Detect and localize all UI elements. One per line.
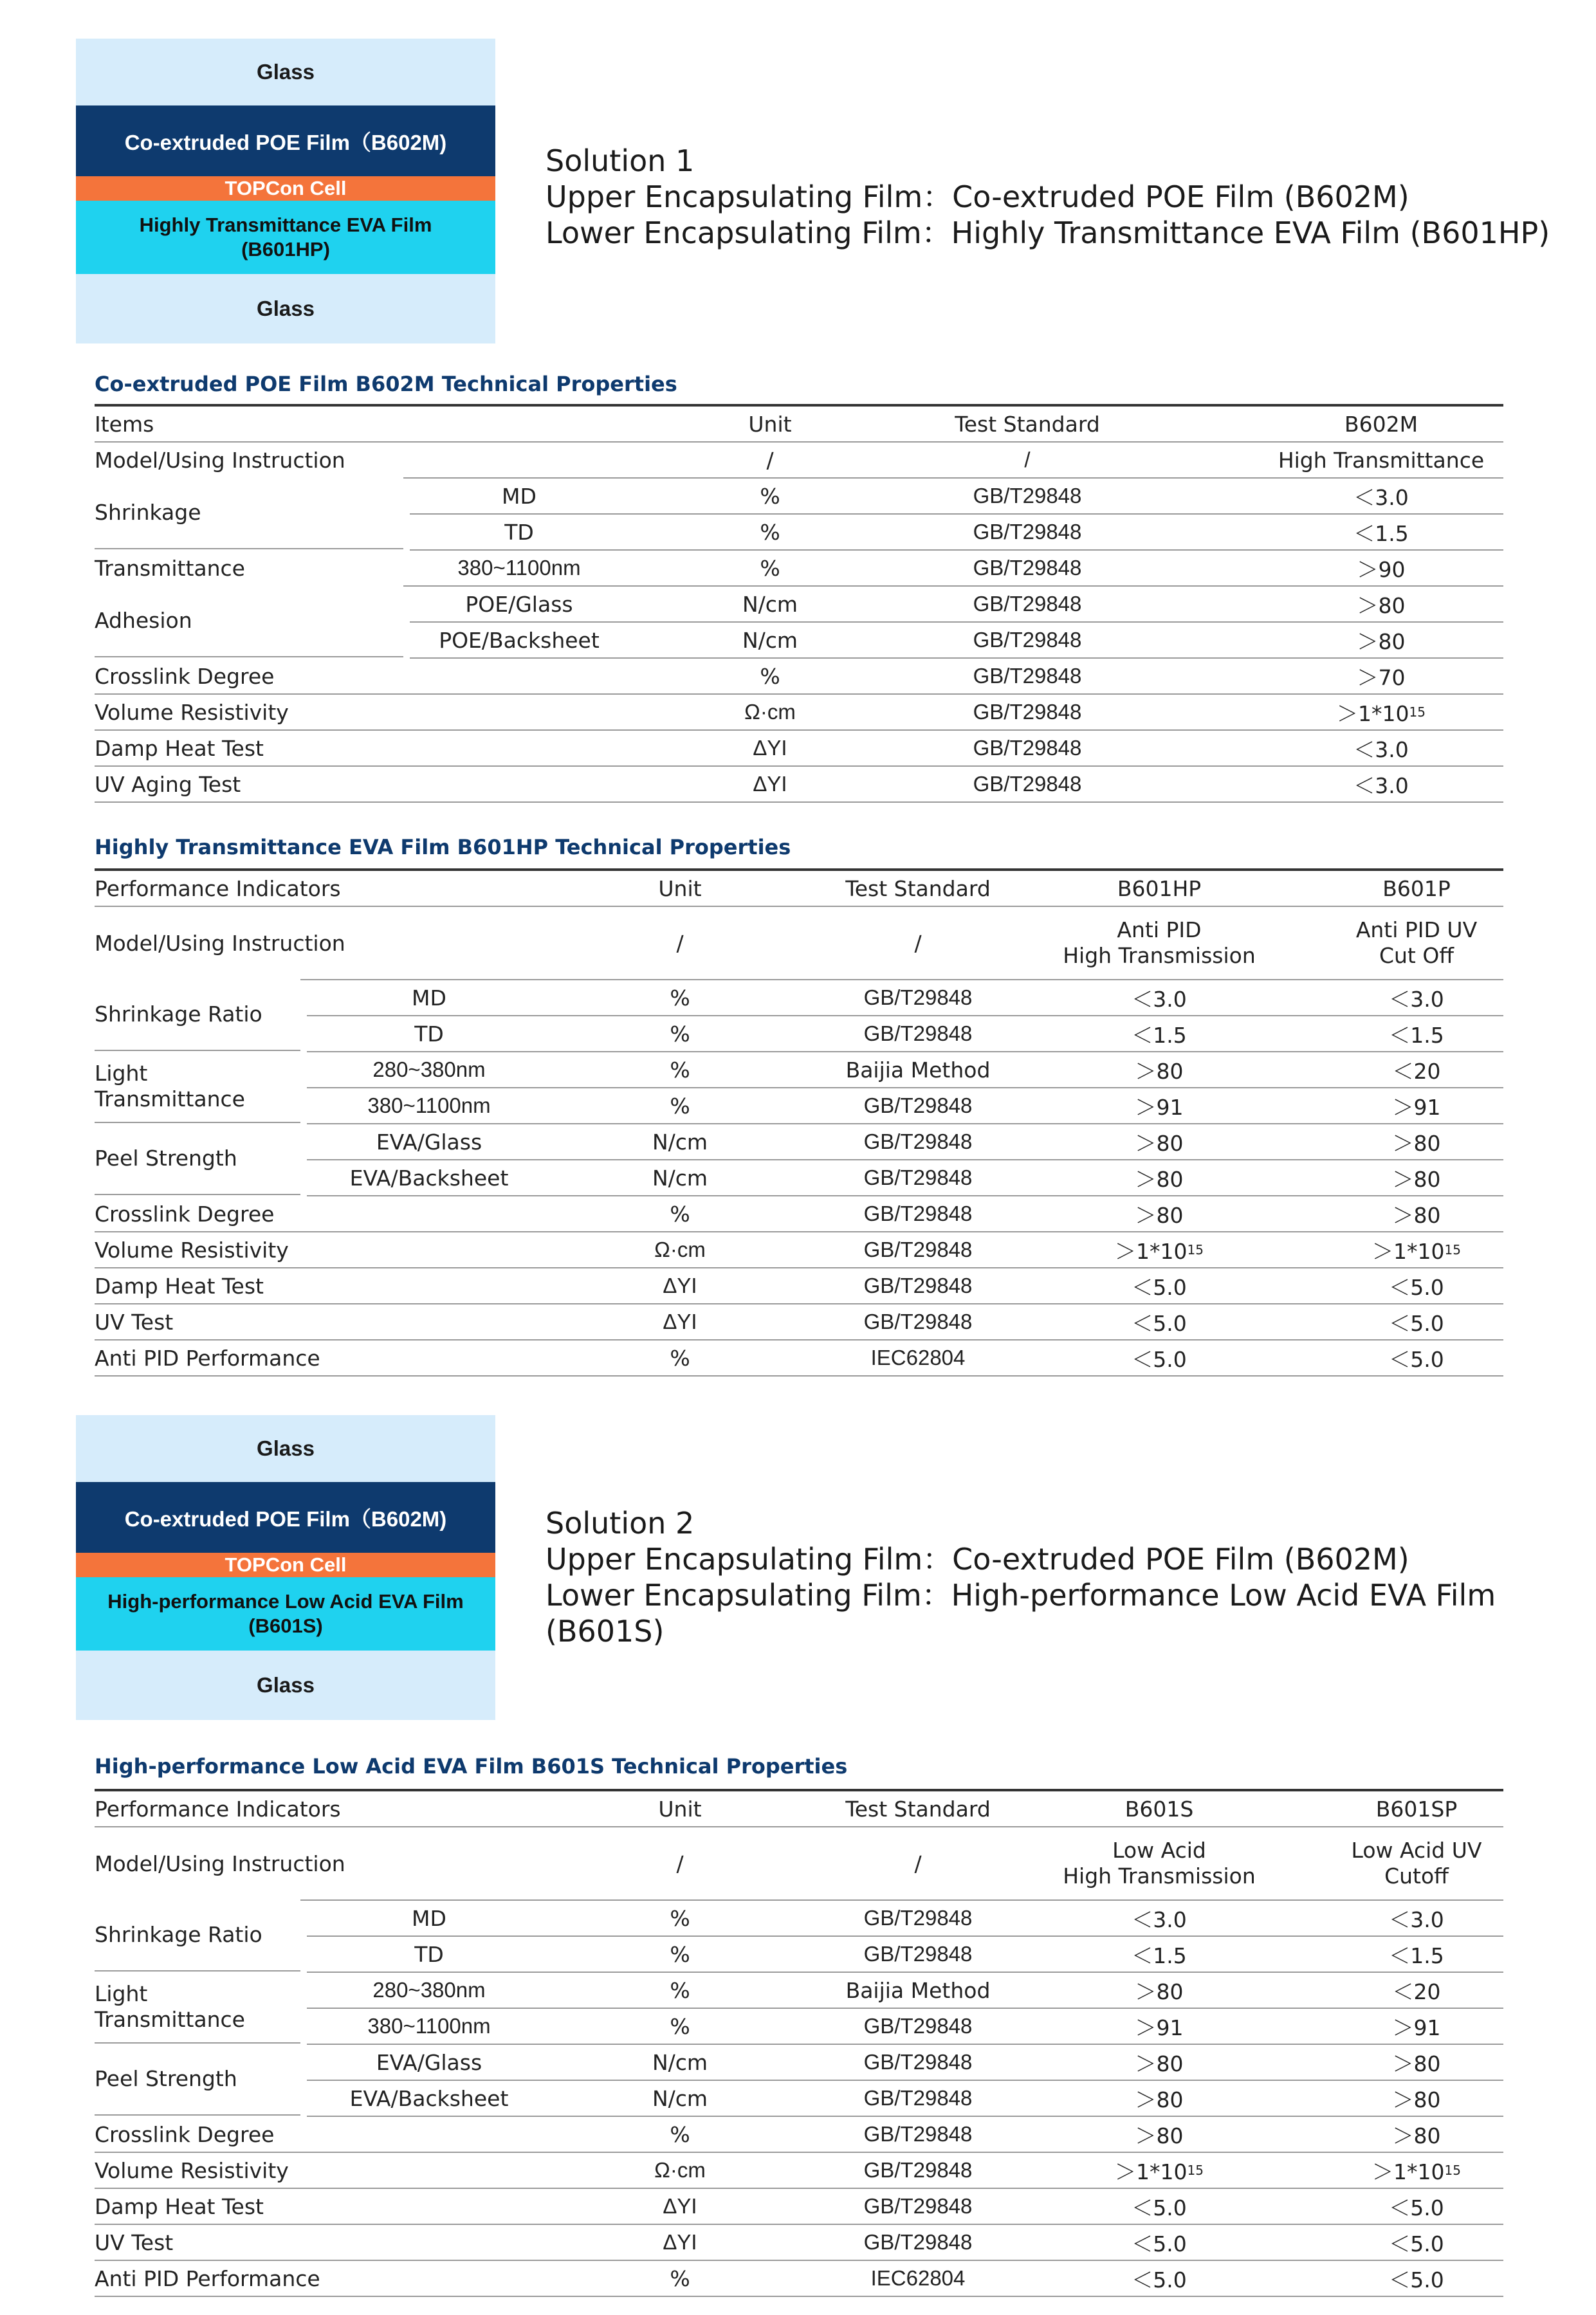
table-header-row [95,1789,1503,1827]
row-test-standard: GB/T29848 [973,772,1082,796]
table-row [307,2081,1503,2117]
value-line: Low Acid [1112,1838,1206,1863]
row-value-2: ＜5.0 [1389,1274,1444,1300]
row-label: Crosslink Degree [95,1201,275,1227]
row-test-standard: GB/T29848 [863,1274,973,1297]
row-label: Damp Heat Test [95,1273,264,1299]
row-test-standard: GB/T29848 [863,2086,973,2110]
row-unit: ΔYI [663,1274,697,1297]
layer-stack-solution2 [76,1415,495,1720]
row-value-1: ＜1.5 [1132,1022,1187,1048]
row-label: UV Aging Test [95,771,241,797]
row-unit: % [670,1093,690,1119]
row-unit: % [670,1977,690,2003]
row-value-2: ＜5.0 [1389,1310,1444,1336]
row-label: Volume Resistivity [95,1237,289,1263]
table-row [95,2225,1503,2261]
row-unit: % [670,1201,690,1227]
row-value-1: ＜3.0 [1132,986,1187,1012]
row-value-1: ＞91 [1135,1094,1184,1120]
table-row [95,2153,1503,2189]
row-sub-item: 280~380nm [372,1057,486,1081]
row-test-standard: / [914,1851,922,1876]
row-value-1: ＞1*10 15 [1115,1238,1204,1264]
table1 [95,404,1503,803]
row-test-standard: / [1024,448,1031,471]
row-value-1: ＞1*10 15 [1337,700,1426,726]
row-value-1: ＞80 [1357,628,1406,654]
row-test-standard: GB/T29848 [863,1906,973,1930]
row-sub-item: 280~380nm [372,1978,486,2002]
row-value-2: ＜5.0 [1389,2195,1444,2220]
row-value-1: ＞91 [1135,2015,1184,2040]
row-value-1: ＜5.0 [1132,2231,1187,2256]
row-test-standard: GB/T29848 [973,664,1082,688]
row-label: Volume Resistivity [95,2157,289,2183]
row-value-1: ＜5.0 [1132,2267,1187,2292]
row-unit: ΔYI [663,2194,697,2218]
table-header-row [95,868,1503,907]
row-test-standard: GB/T29848 [973,736,1082,760]
solution1-description [546,143,1550,251]
table3-title: High-performance Low Acid EVA Film B601S Technical Properties [95,1754,848,1779]
row-label: Anti PID Performance [95,1345,320,1371]
header-test-standard: Test Standard [845,1796,991,1822]
row-unit: % [670,1057,690,1083]
row-sub-item: TD [504,519,534,545]
value-line: Anti PID [1117,917,1202,942]
row-sub-item: 380~1100nm [457,556,581,580]
row-group-label: Adhesion [95,585,403,657]
value-line: High Transmission [1063,943,1256,968]
row-group-label: Shrinkage Ratio [95,1899,300,1972]
row-unit: % [670,1345,690,1371]
row-test-standard: IEC62804 [870,1346,966,1369]
row-value-1: ＞80 [1135,2087,1184,2112]
row-unit: % [670,2013,690,2039]
row-value-1: ＞80 [1135,1130,1184,1156]
table-row [307,1088,1503,1124]
table-row [95,1196,1503,1232]
solution2-heading: Solution 2 [546,1506,695,1541]
row-label: Model/Using Instruction [95,447,345,473]
row-value-2: ＜20 [1392,1058,1441,1084]
row-unit: / [766,447,774,473]
row-test-standard: GB/T29848 [863,2158,973,2182]
row-value-1: ＞70 [1357,664,1406,690]
row-value-2: ＞80 [1392,1202,1441,1228]
row-value-2: ＞1*10 15 [1372,2159,1461,2184]
layer-glass-bottom: Glass [76,1651,495,1720]
row-value-1 [1047,1827,1272,1899]
header-test-standard: Test Standard [845,875,991,901]
row-value-2: ＞80 [1392,1130,1441,1156]
row-value-2: ＞80 [1392,1166,1441,1192]
row-value-1: ＞80 [1135,1058,1184,1084]
layer-topcon-cell: TOPCon Cell [76,1553,495,1577]
row-unit: N/cm [742,591,798,617]
row-group-label: Shrinkage Ratio [95,979,300,1051]
row-value-2: ＜1.5 [1389,1022,1444,1048]
layer-topcon-cell: TOPCon Cell [76,176,495,201]
layer-glass-top: Glass [76,1415,495,1482]
row-value-2: ＞91 [1392,2015,1441,2040]
table-row [95,767,1503,803]
table-row [410,515,1503,551]
row-value-2 [1330,907,1503,979]
row-group-label: Peel Strength [95,2044,300,2116]
row-test-standard: GB/T29848 [863,2194,973,2218]
layer-poe-film: Co-extruded POE Film（B602M) [76,1482,495,1553]
table1-title: Co-extruded POE Film B602M Technical Properties [95,372,677,396]
table-row [95,731,1503,767]
table-row [307,1973,1503,2009]
row-value-1: ＞90 [1357,556,1406,582]
row-value-1: ＜5.0 [1132,2195,1187,2220]
layer-poe-film: Co-extruded POE Film（B602M) [76,105,495,176]
row-sub-item: MD [412,1905,446,1931]
row-test-standard: GB/T29848 [863,1021,973,1045]
header-value-1: B601S [1124,1796,1194,1822]
table-row [95,2189,1503,2225]
layer-glass-bottom: Glass [76,274,495,343]
row-group-label: Light Transmittance [95,1051,300,1123]
header-value-1: B601HP [1117,875,1202,901]
value-line: Anti PID UV [1355,917,1478,942]
row-value-1: ＜1.5 [1353,520,1409,546]
row-group-label: Peel Strength [95,1123,300,1195]
row-test-standard: IEC62804 [870,2266,966,2290]
row-sub-item: TD [414,1021,444,1047]
value-line: Low Acid UV [1351,1838,1482,1863]
row-test-standard: / [914,930,922,956]
row-sub-item: MD [502,483,537,509]
table-row [95,443,1503,479]
header-unit: Unit [658,1796,702,1822]
table2-title: Highly Transmittance EVA Film B601HP Technical Properties [95,835,791,859]
row-test-standard: GB/T29848 [973,556,1082,580]
row-unit: / [676,930,684,956]
value-line: Cutoff [1384,1863,1449,1889]
table-row [95,695,1503,731]
row-label: Damp Heat Test [95,735,264,761]
row-value-1: ＞80 [1135,1979,1184,2004]
row-value-1: ＞80 [1135,2123,1184,2148]
row-unit: % [670,2265,690,2291]
row-value-1: ＜3.0 [1353,773,1409,798]
row-value-2: ＞80 [1392,2087,1441,2112]
row-unit: ΔYI [753,772,787,796]
row-label: Model/Using Instruction [95,930,345,956]
row-label: UV Test [95,1309,174,1335]
row-unit: ΔYI [753,736,787,760]
table-header-row [95,404,1503,443]
row-test-standard: GB/T29848 [863,1942,973,1966]
header-value-1: B602M [1344,411,1418,437]
row-test-standard: GB/T29848 [863,1238,973,1261]
row-unit: % [760,519,780,545]
row-value-1: ＜5.0 [1132,1310,1187,1336]
row-value-1: ＞80 [1135,1202,1184,1228]
row-sub-item: 380~1100nm [367,1093,491,1117]
row-value-1: ＜3.0 [1353,484,1409,510]
header-items: Performance Indicators [95,1796,341,1822]
row-value-2: ＞80 [1392,2051,1441,2076]
row-sub-item: MD [412,985,446,1011]
row-value-2: ＜1.5 [1389,1943,1444,1968]
header-value-2: B601P [1382,875,1451,901]
table-row [95,2117,1503,2153]
row-sub-item: EVA/Glass [376,1129,482,1155]
table-row [410,587,1503,623]
table-row [307,1937,1503,1973]
table-row [95,1232,1503,1268]
row-value-1: ＜5.0 [1132,1346,1187,1372]
solution1-upper: Upper Encapsulating Film：Co-extruded POE Film (B602M) [546,179,1409,214]
row-value-2: ＞80 [1392,2123,1441,2148]
row-sub-item: 380~1100nm [367,2014,491,2038]
row-unit: N/cm [652,1129,708,1155]
row-unit: Ω·cm [744,700,796,724]
row-value-1: ＜5.0 [1132,1274,1187,1300]
row-unit: / [676,1851,684,1876]
row-label: Model/Using Instruction [95,1851,345,1876]
row-group-label: Shrinkage [95,477,403,549]
header-unit: Unit [748,411,792,437]
row-value-2: ＜20 [1392,1979,1441,2004]
row-test-standard: GB/T29848 [863,2014,973,2038]
header-items: Performance Indicators [95,875,341,901]
row-test-standard: GB/T29848 [973,592,1082,616]
row-value-1: ＜3.0 [1353,737,1409,762]
row-sub-item: POE/Backsheet [439,627,600,653]
table-row-model [95,1827,1503,1901]
row-value-1 [1047,907,1272,979]
header-test-standard: Test Standard [955,411,1100,437]
table-row [307,980,1503,1016]
row-label: Crosslink Degree [95,2121,275,2147]
row-unit: % [760,663,780,689]
table-row [95,1341,1503,1377]
solution1-lower: Lower Encapsulating Film：Highly Transmittance EVA Film (B601HP) [546,215,1550,250]
row-label: Anti PID Performance [95,2265,320,2291]
row-value-2: ＞91 [1392,1094,1441,1120]
row-unit: ΔYI [663,2230,697,2254]
layer-glass-top: Glass [76,39,495,105]
table-row [307,1160,1503,1196]
row-test-standard: GB/T29848 [973,484,1082,508]
row-test-standard: GB/T29848 [973,520,1082,544]
table-row [95,1268,1503,1304]
row-unit: N/cm [652,2049,708,2075]
solution1-heading: Solution 1 [546,143,695,178]
row-value-1: High Transmittance [1278,447,1485,473]
table-row [307,2009,1503,2045]
table-row [95,1304,1503,1341]
value-line: Cut Off [1379,943,1454,968]
table-row [307,1124,1503,1160]
row-test-standard: GB/T29848 [973,700,1082,724]
layer-stack-solution1 [76,39,495,343]
row-sub-item: EVA/Backsheet [349,2085,509,2111]
row-unit: Ω·cm [654,2158,706,2182]
row-unit: N/cm [742,627,798,653]
row-unit: N/cm [652,1165,708,1191]
table-row [95,551,1503,587]
row-test-standard: GB/T29848 [863,1310,973,1333]
row-value-1: ＞80 [1135,2051,1184,2076]
solution2-description [546,1505,1596,1649]
row-test-standard: GB/T29848 [863,1166,973,1189]
value-line: High Transmission [1063,1863,1256,1889]
solution2-lower: Lower Encapsulating Film：High-performance Low Acid EVA Film (B601S) [546,1578,1496,1649]
table-row [95,2261,1503,2297]
row-test-standard: Baijia Method [845,1057,991,1083]
table-row [410,623,1503,659]
row-unit: % [670,1941,690,1967]
row-test-standard: GB/T29848 [863,1093,973,1117]
row-unit: ΔYI [663,1310,697,1333]
row-unit: % [670,2121,690,2147]
row-unit: % [760,555,780,581]
row-sub-item: EVA/Backsheet [349,1165,509,1191]
row-value-1: ＜1.5 [1132,1943,1187,1968]
row-test-standard: GB/T29848 [973,628,1082,652]
row-value-2: ＜5.0 [1389,2231,1444,2256]
row-sub-item: TD [414,1941,444,1967]
row-value-2: ＜5.0 [1389,2267,1444,2292]
header-unit: Unit [658,875,702,901]
table-row [410,479,1503,515]
row-test-standard: GB/T29848 [863,2050,973,2074]
row-label: Damp Heat Test [95,2193,264,2219]
row-value-2 [1330,1827,1503,1899]
header-value-2: B601SP [1375,1796,1458,1822]
row-value-2: ＜3.0 [1389,1907,1444,1932]
row-test-standard: GB/T29848 [863,1130,973,1153]
table-row-model [95,907,1503,980]
row-value-2: ＜3.0 [1389,986,1444,1012]
row-unit: % [670,985,690,1011]
table-row [307,1016,1503,1052]
row-unit: N/cm [652,2085,708,2111]
row-sub-item: POE/Glass [465,591,573,617]
row-value-1: ＞80 [1135,1166,1184,1192]
row-value-2: ＞1*10 15 [1372,1238,1461,1264]
layer-eva-film: Highly Transmittance EVA Film (B601HP) [76,201,495,274]
row-value-1: ＞80 [1357,592,1406,618]
row-test-standard: GB/T29848 [863,985,973,1009]
table3 [95,1789,1503,2297]
row-test-standard: Baijia Method [845,1977,991,2003]
row-unit: % [670,1905,690,1931]
row-value-2: ＜5.0 [1389,1346,1444,1372]
row-label: UV Test [95,2229,174,2255]
header-items: Items [95,411,154,437]
row-group-label: Light Transmittance [95,1972,300,2044]
layer-eva-film: High-performance Low Acid EVA Film (B601S) [76,1577,495,1651]
row-unit: % [760,483,780,509]
row-label: Transmittance [95,555,245,581]
row-label: Volume Resistivity [95,699,289,725]
row-sub-item: EVA/Glass [376,2049,482,2075]
row-value-1: ＜3.0 [1132,1907,1187,1932]
row-label: Crosslink Degree [95,663,275,689]
row-unit: % [670,1021,690,1047]
row-test-standard: GB/T29848 [863,2230,973,2254]
row-value-1: ＞1*10 15 [1115,2159,1204,2184]
table-row [307,1901,1503,1937]
row-test-standard: GB/T29848 [863,1202,973,1225]
table-row [307,2045,1503,2081]
table-row [95,659,1503,695]
row-unit: Ω·cm [654,1238,706,1261]
table-row [307,1052,1503,1088]
solution2-upper: Upper Encapsulating Film：Co-extruded POE Film (B602M) [546,1542,1409,1577]
row-test-standard: GB/T29848 [863,2122,973,2146]
table2 [95,868,1503,1377]
